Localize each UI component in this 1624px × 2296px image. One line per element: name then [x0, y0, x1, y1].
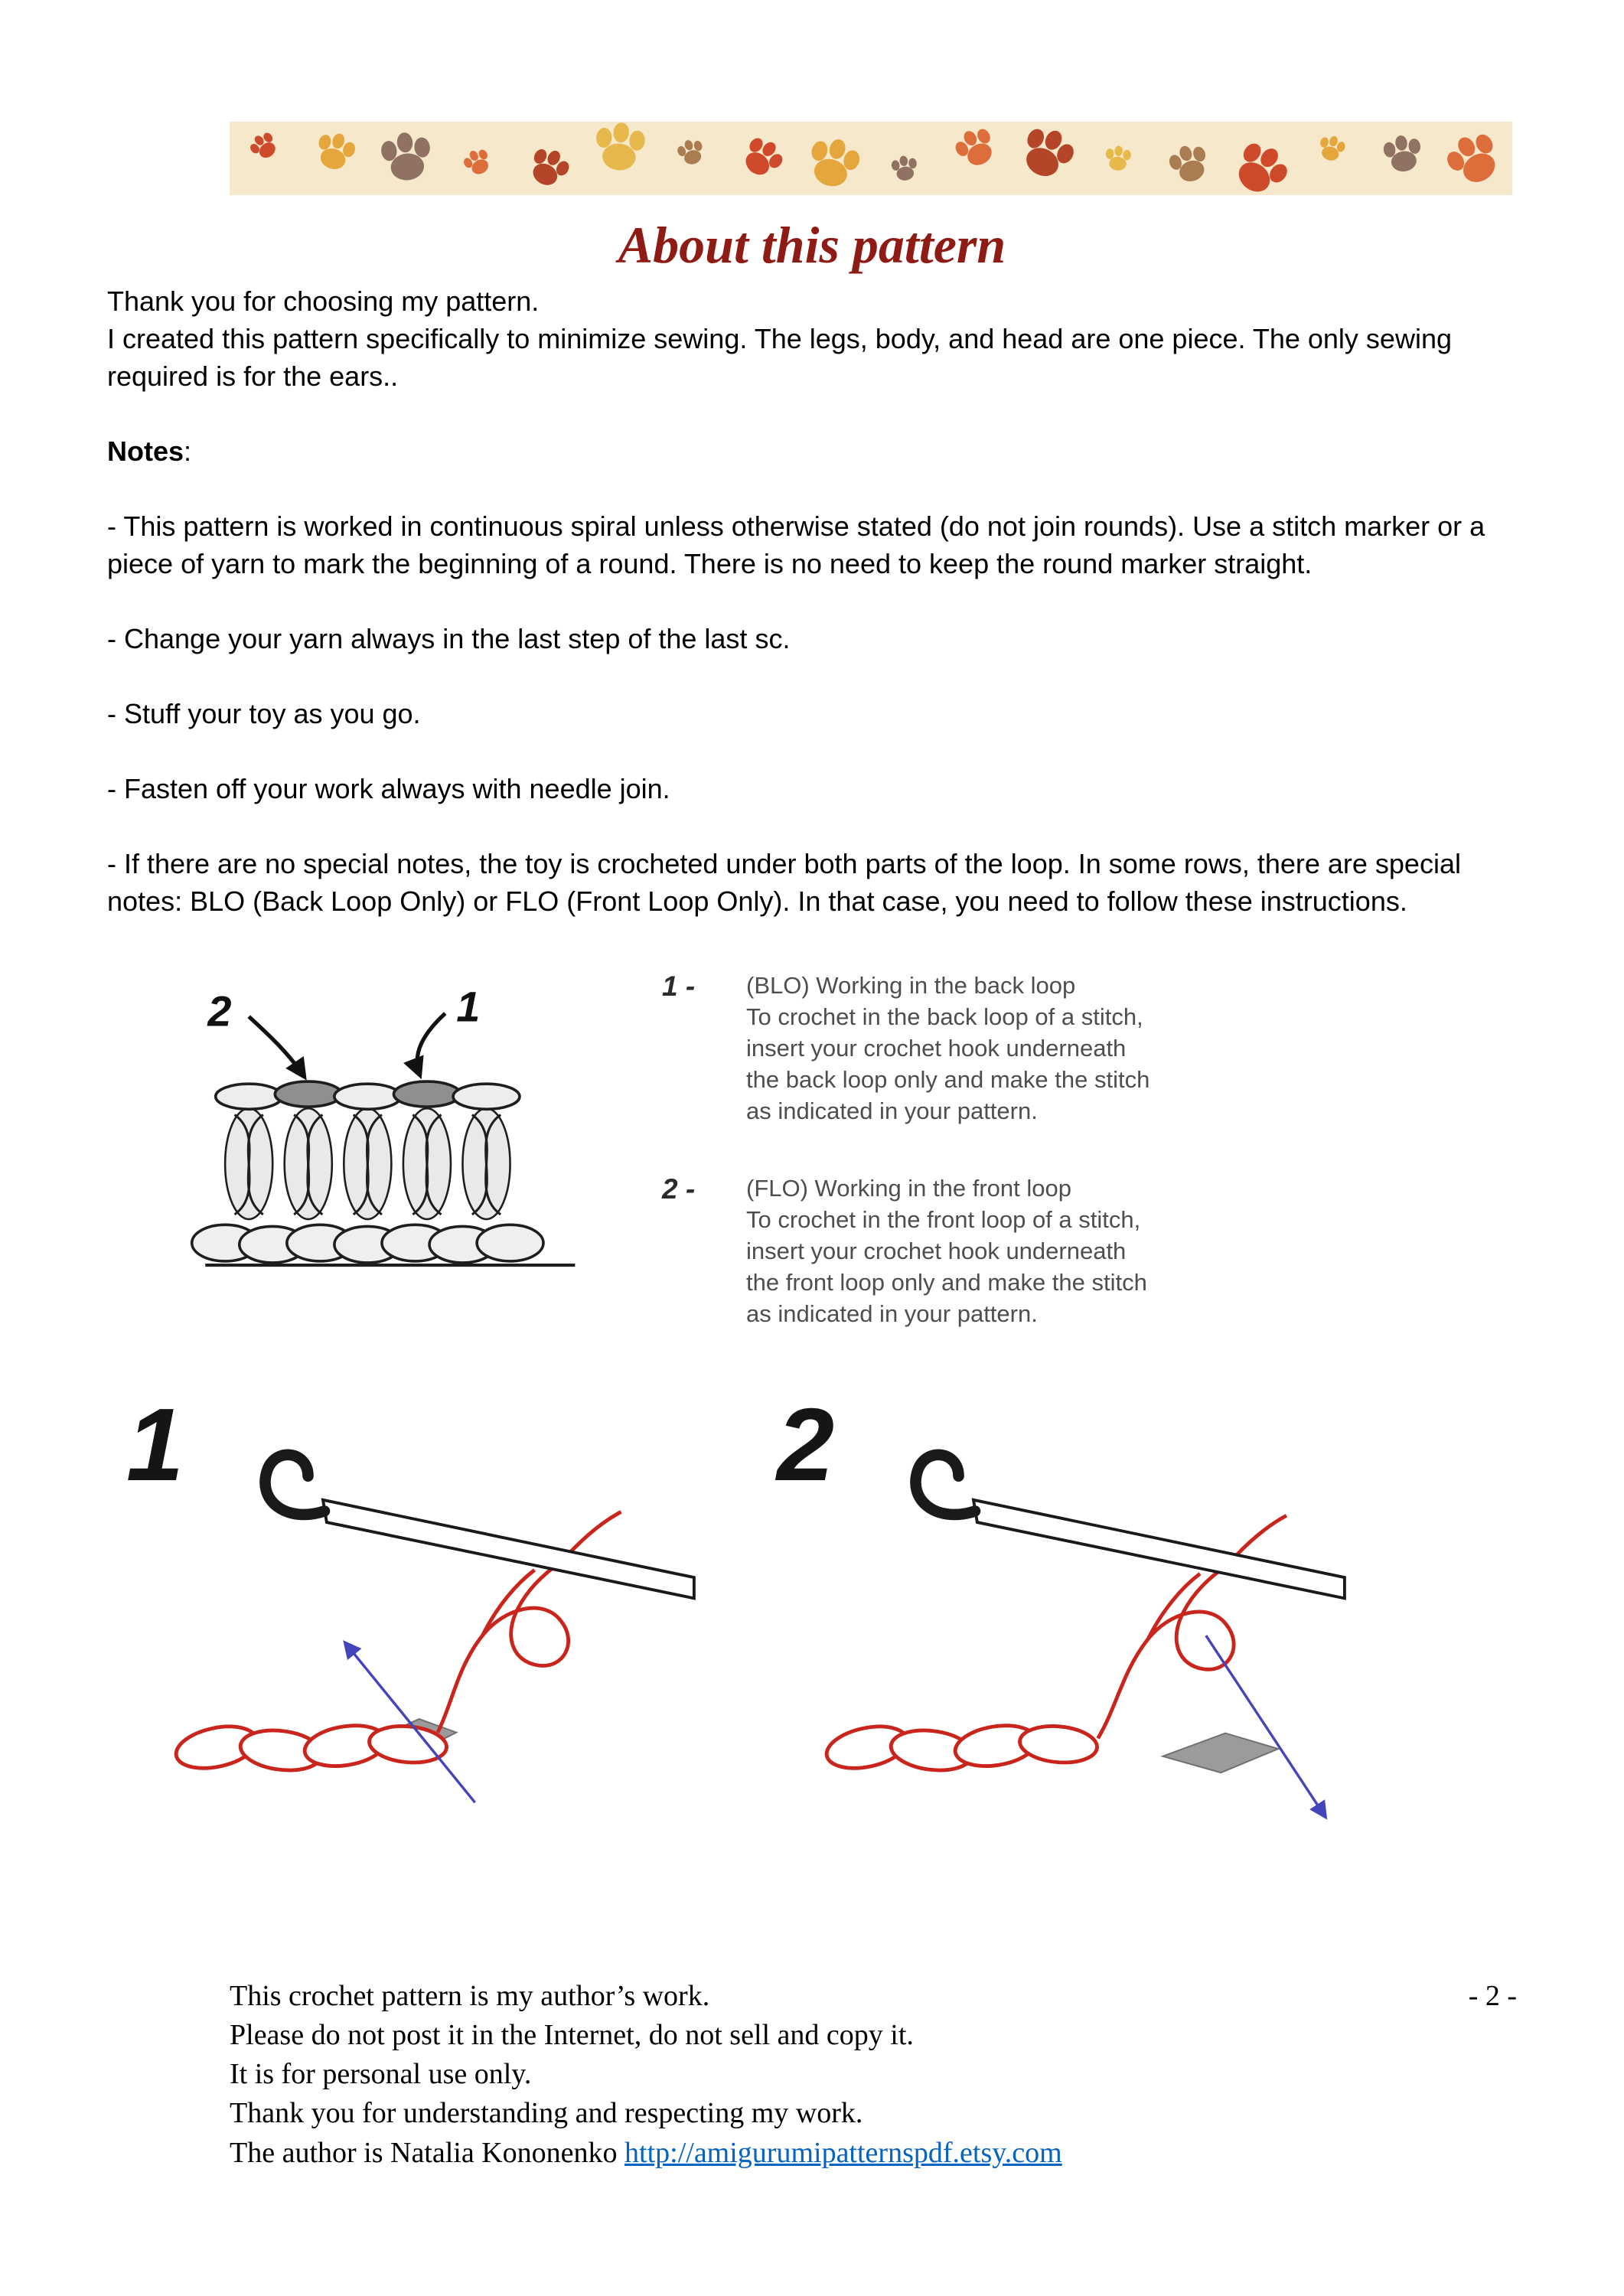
notes-heading-colon: : — [184, 435, 192, 467]
insertion-arrow — [1206, 1636, 1326, 1817]
notes-heading-label: Notes — [107, 435, 184, 467]
paw-print-icon — [951, 122, 1001, 172]
body-text — [107, 283, 1517, 920]
flo-number: 2 - — [662, 1173, 696, 1205]
paw-print-icon — [594, 122, 647, 172]
footer-author-line — [230, 2134, 1517, 2173]
blo-body-line: insert your crochet hook underneath — [746, 1035, 1127, 1062]
flo-text — [746, 1173, 1147, 1330]
paw-print-icon — [804, 133, 864, 193]
loop-diagram-section — [130, 967, 1624, 1329]
footer — [230, 1977, 1517, 2173]
note-item-3: - Stuff your toy as you go. — [107, 697, 421, 729]
chain-stitches — [823, 1720, 1098, 1775]
crochet-hook-shaft — [973, 1499, 1345, 1598]
paw-print-icon — [246, 129, 282, 164]
insertion-arrow — [345, 1642, 474, 1802]
footer-line-2: Please do not post it in the Internet, do not sell and copy it. — [230, 2018, 914, 2051]
arrow-2 — [249, 1017, 304, 1078]
paw-print-icon — [1166, 140, 1212, 186]
top-loops — [216, 1082, 520, 1110]
paw-print-icon — [461, 145, 494, 179]
note-item-4: - Fasten off your work always with needle join. — [107, 772, 670, 804]
paw-banner — [230, 122, 1512, 195]
paw-print-icon — [1015, 122, 1080, 185]
paw-print-icon — [1104, 145, 1131, 171]
flo-body-line: To crochet in the front loop of a stitch, — [746, 1205, 1141, 1233]
footer-line-1: This crochet pattern is my author’s work. — [230, 1979, 710, 2012]
paw-banner-svg — [230, 122, 1512, 195]
notes-heading — [107, 433, 1517, 471]
foundation-chain — [192, 1225, 543, 1264]
crochet-hook-head — [265, 1454, 324, 1514]
blo-instruction — [662, 970, 1150, 1127]
paw-print-icon — [380, 130, 433, 183]
page-title: About this pattern — [618, 216, 1006, 274]
flo-body-line: insert your crochet hook underneath — [746, 1237, 1127, 1264]
note-item-2: - Change your yarn always in the last step of the last sc. — [107, 622, 791, 654]
footer-line-3: It is for personal use only. — [230, 2058, 532, 2091]
blo-body-line: To crochet in the back loop of a stitch, — [746, 1003, 1143, 1031]
paw-print-icon — [1316, 133, 1347, 164]
arrow-1 — [417, 1014, 445, 1076]
paw-print-icon — [524, 142, 574, 191]
paw-print-icon — [312, 129, 358, 174]
note-item-5: - If there are no special notes, the toy is crocheted under both parts of the loop. In some rows, there are special notes: BLO (Back Loop Only) or FLO (Front Loop Only). In that case, you need to follow these instructions. — [107, 847, 1461, 917]
hook-diagram-1-label: 1 — [126, 1386, 184, 1502]
hook-diagram-1 — [115, 1386, 727, 1843]
blo-body-line: as indicated in your pattern. — [746, 1097, 1038, 1125]
page-number: - 2 - — [1468, 1979, 1517, 2012]
blo-title: (BLO) Working in the back loop — [746, 972, 1076, 1000]
footer-line-4: Thank you for understanding and respecting my work. — [230, 2097, 863, 2130]
intro-paragraph: I created this pattern specifically to minimize sewing. The legs, body, and head are one piece. The only sewing required is for the ears.. — [107, 322, 1452, 392]
loop-instructions — [662, 970, 1150, 1329]
flo-body-line: the front loop only and make the stitch — [746, 1268, 1147, 1296]
flo-body-line: as indicated in your pattern. — [746, 1300, 1038, 1327]
hook-diagram-2-art — [800, 1411, 1374, 1835]
note-item-1: - This pattern is worked in continuous spiral unless otherwise stated (do not join rounds). Use a stitch marker or a piece of yarn to mark the beginning of a round. There is no need to keep the round marker straight. — [107, 510, 1485, 579]
crochet-hook-shaft — [323, 1499, 694, 1598]
footer-author-text: The author is Natalia Kononenko — [230, 2136, 625, 2169]
author-link[interactable]: http://amigurumipatternspdf.etsy.com — [624, 2136, 1062, 2169]
hook-diagram-2 — [765, 1386, 1378, 1843]
paw-print-icon — [1440, 126, 1507, 191]
paw-print-icon — [1227, 135, 1295, 195]
chain-stitches — [172, 1720, 448, 1775]
paw-print-icon — [891, 155, 919, 182]
hook-diagram-1-art — [149, 1411, 723, 1835]
paw-print-icon — [737, 132, 788, 183]
hook-diagram-2-label: 2 — [777, 1386, 835, 1502]
flo-instruction — [662, 1173, 1150, 1330]
paw-print-icon — [675, 136, 706, 168]
paw-print-icon — [1382, 133, 1424, 174]
stitch-diagram — [130, 967, 589, 1284]
intro-line: Thank you for choosing my pattern. — [107, 285, 540, 317]
blo-text — [746, 970, 1150, 1127]
blo-body-line: the back loop only and make the stitch — [746, 1066, 1150, 1094]
arrow-label-2: 2 — [207, 987, 232, 1036]
crochet-hook-head — [915, 1454, 974, 1514]
hook-diagrams — [115, 1386, 1624, 1843]
worked-loop — [1163, 1733, 1278, 1773]
flo-title: (FLO) Working in the front loop — [746, 1175, 1071, 1202]
blo-number: 1 - — [662, 970, 696, 1003]
arrow-label-1: 1 — [456, 982, 481, 1031]
